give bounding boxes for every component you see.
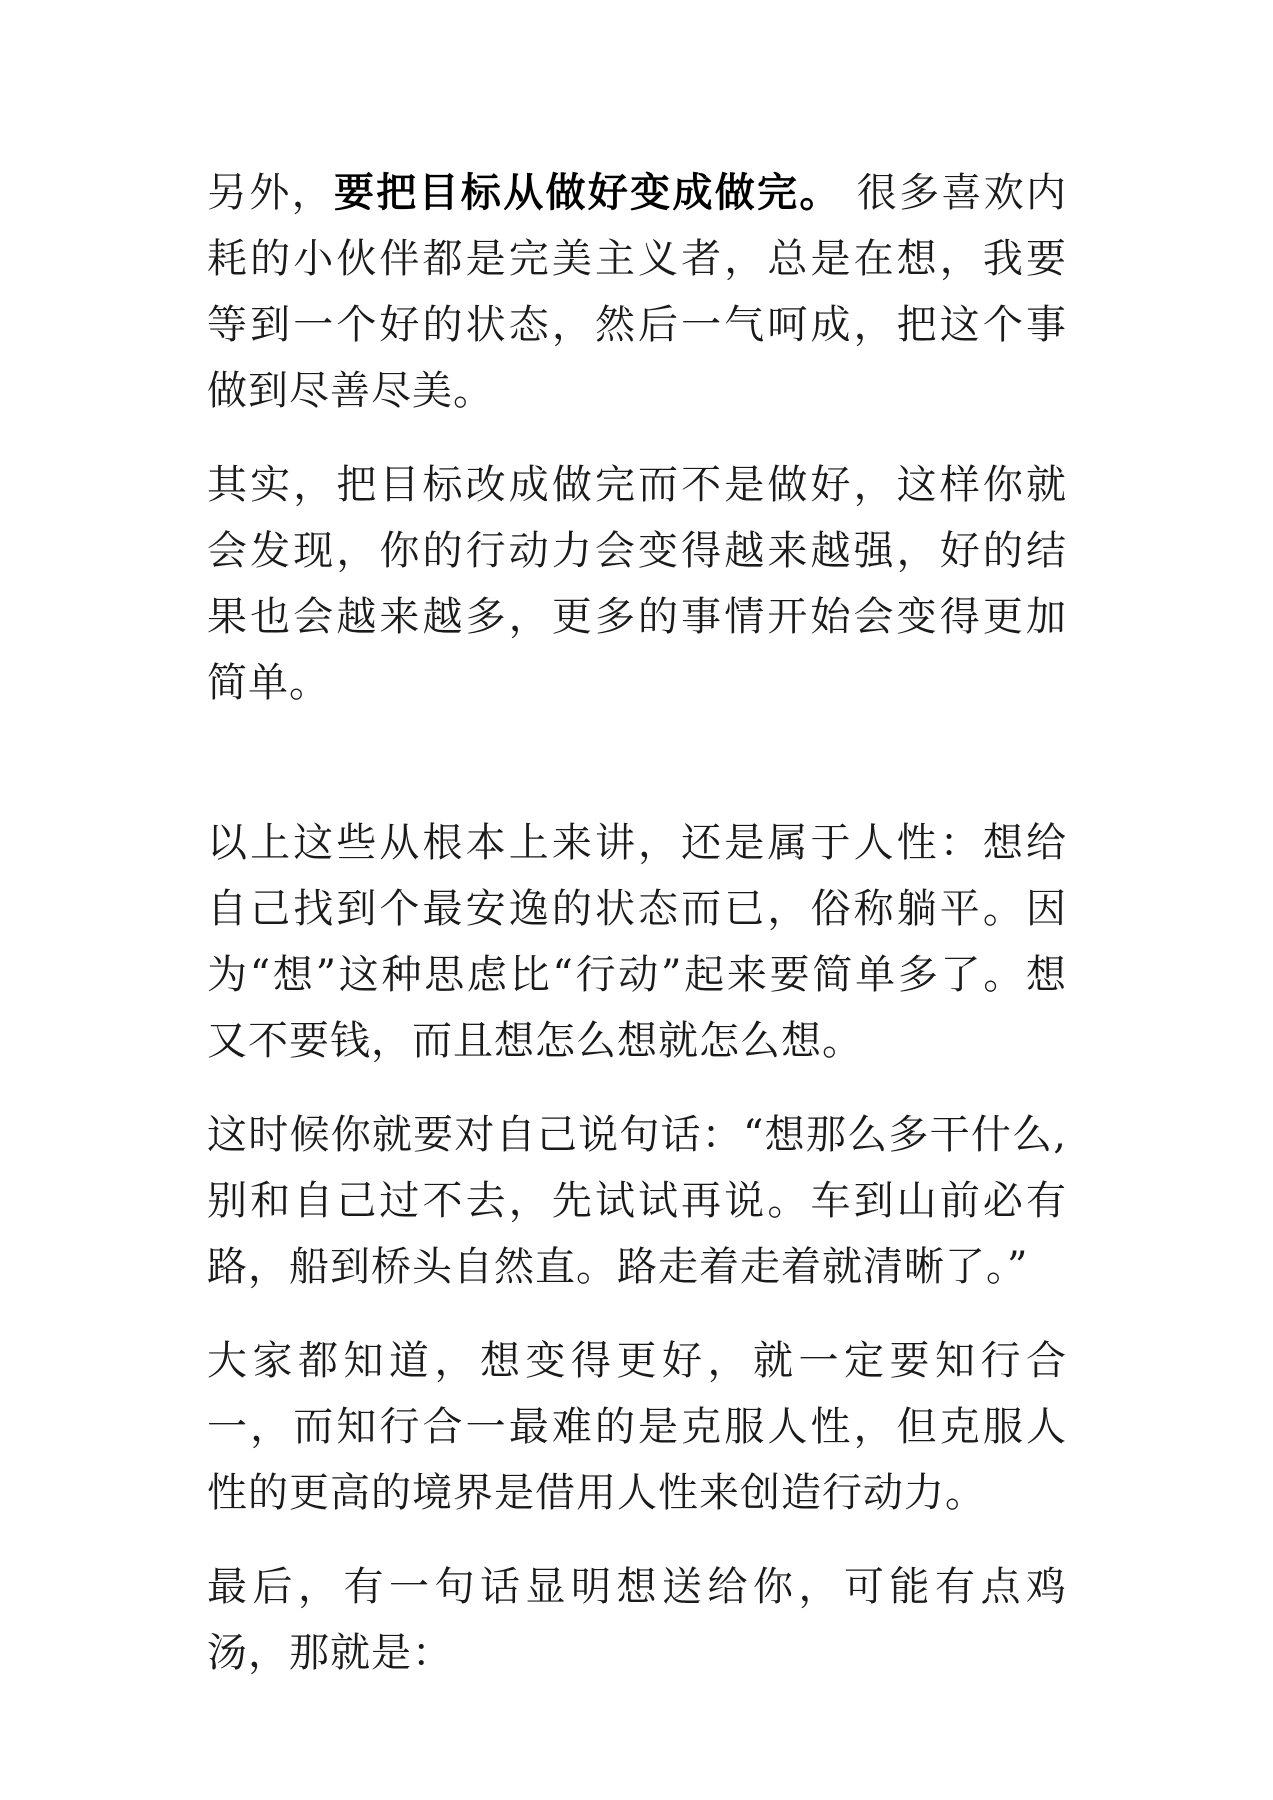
paragraph-human-nature: 以上这些从根本上来讲，还是属于人性：想给自己找到个最安逸的状态而已，俗称躺平。因为“想”这种思虑比“行动”起来要简单多了。想又不要钱，而且想怎么想就怎么想。 [207, 820, 1067, 1064]
paragraph-finish: 其实，把目标改成做完而不是做好，这样你就会发现，你的行动力会变得越来越强，好的结果也会越来越多，更多的事情开始会变得更加简单。 [207, 462, 1067, 706]
paragraph-closing: 最后，有一句话显明想送给你，可能有点鸡汤，那就是： [207, 1564, 1067, 1676]
paragraph-self-talk: 这时候你就要对自己说句话：“想那么多干什么,别和自己过不去，先试试再说。车到山前必有路，船到桥头自然直。路走着走着就清晰了。” [207, 1112, 1067, 1290]
paragraph-knowing-doing: 大家都知道，想变得更好，就一定要知行合一，而知行合一最难的是克服人性，但克服人性的更高的境界是借用人性来创造行动力。 [207, 1338, 1067, 1516]
paragraph-rest: 很多喜欢内耗的小伙伴都是完美主义者，总是在想，我要等到一个好的状态，然后一气呵成，把这个事做到尽善尽美。 [207, 170, 1068, 414]
emphasis-text: 要把目标从做好变成做完。 [333, 169, 842, 216]
paragraph-goal [207, 160, 1067, 424]
document-page [207, 160, 1067, 1686]
paragraph-lead: 另外， [207, 170, 334, 216]
